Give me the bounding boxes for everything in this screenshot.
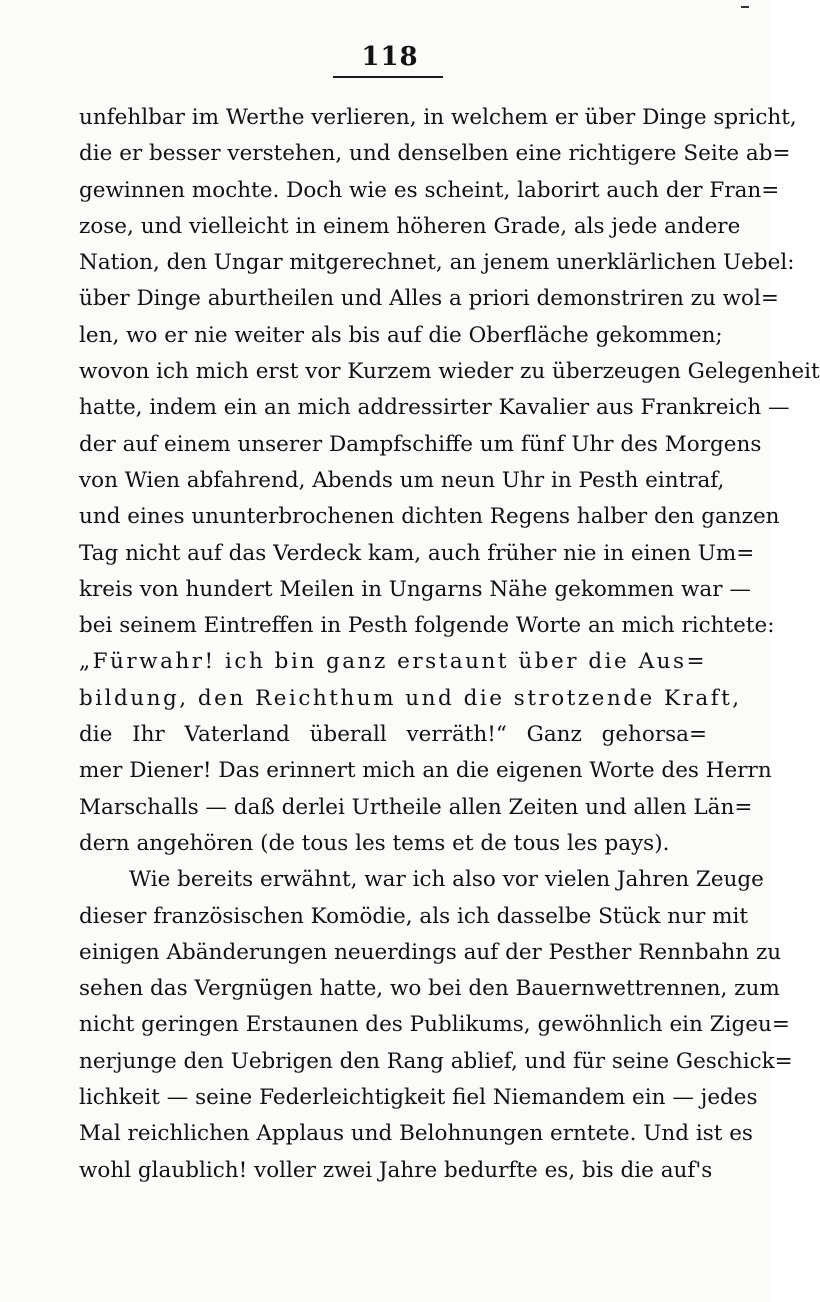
text-line-paragraph-start: Wie bereits erwähnt, war ich also vor vielen Jahren Zeuge (129, 867, 764, 893)
text-line: Nation, den Ungar mitgerechnet, an jenem unerklärlichen Uebel: (79, 250, 795, 276)
text-line-quote: bildung, den Reichthum und die strotzende Kraft, (79, 685, 742, 711)
text-line: kreis von hundert Meilen in Ungarns Nähe gekommen war — (79, 576, 751, 602)
text-line: bei seinem Eintreffen in Pesth folgende Worte an mich richtete: (79, 613, 775, 639)
body-text (79, 100, 820, 1189)
text-line: len, wo er nie weiter als bis auf die Oberfläche gekommen; (79, 322, 723, 348)
text-line: zose, und vielleicht in einem höheren Grade, als jede andere (79, 213, 741, 239)
text-line: Tag nicht auf das Verdeck kam, auch früher nie in einen Um= (79, 540, 755, 566)
page-number: 118 (361, 42, 419, 72)
text-line-quote: die Ihr Vaterland überall verräth!“ Ganz gehorsa= (79, 722, 707, 748)
text-line: von Wien abfahrend, Abends um neun Uhr in Pesth eintraf, (79, 467, 725, 493)
text-line: Mal reichlichen Applaus und Belohnungen erntete. Und ist es (79, 1121, 753, 1147)
text-line: nicht geringen Erstaunen des Publikums, gewöhnlich ein Zigeu= (79, 1012, 790, 1038)
text-line: nerjunge den Uebrigen den Rang ablief, und für seine Geschick= (79, 1048, 793, 1074)
text-line: wovon ich mich erst vor Kurzem wieder zu überzeugen Gelegenheit (79, 359, 820, 385)
text-line: unfehlbar im Werthe verlieren, in welchem er über Dinge spricht, (79, 105, 797, 130)
text-line: und eines ununterbrochenen dichten Regens halber den ganzen (79, 504, 780, 530)
text-line: Marschalls — daß derlei Urtheile allen Zeiten und allen Län= (79, 794, 753, 820)
text-line: gewinnen mochte. Doch wie es scheint, laborirt auch der Fran= (79, 177, 780, 203)
text-line-paragraph-end: dern angehören (de tous les tems et de tous les pays). (79, 830, 670, 856)
text-line: wohl glaublich! voller zwei Jahre bedurfte es, bis die auf's (79, 1157, 713, 1183)
text-line-quote: „Fürwahr! ich bin ganz erstaunt über die Aus= (79, 649, 707, 675)
text-line: lichkeit — seine Federleichtigkeit fiel Niemandem ein — jedes (79, 1085, 758, 1111)
text-line: der auf einem unserer Dampfschiffe um fünf Uhr des Morgens (79, 431, 762, 457)
text-line: hatte, indem ein an mich addressirter Kavalier aus Frankreich — (79, 395, 790, 421)
text-line: mer Diener! Das erinnert mich an die eigenen Worte des Herrn (79, 758, 772, 784)
text-line: einigen Abänderungen neuerdings auf der Pesther Rennbahn zu (79, 939, 782, 965)
text-line: dieser französischen Komödie, als ich dasselbe Stück nur mit (79, 903, 748, 929)
text-line: über Dinge aburtheilen und Alles a priori demonstriren zu wol= (79, 286, 779, 312)
text-line: die er besser verstehen, und denselben eine richtigere Seite ab= (79, 141, 791, 167)
text-line: sehen das Vergnügen hatte, wo bei den Bauernwettrennen, zum (79, 976, 780, 1002)
corner-mark (741, 6, 749, 8)
page-number-rule (333, 76, 443, 78)
